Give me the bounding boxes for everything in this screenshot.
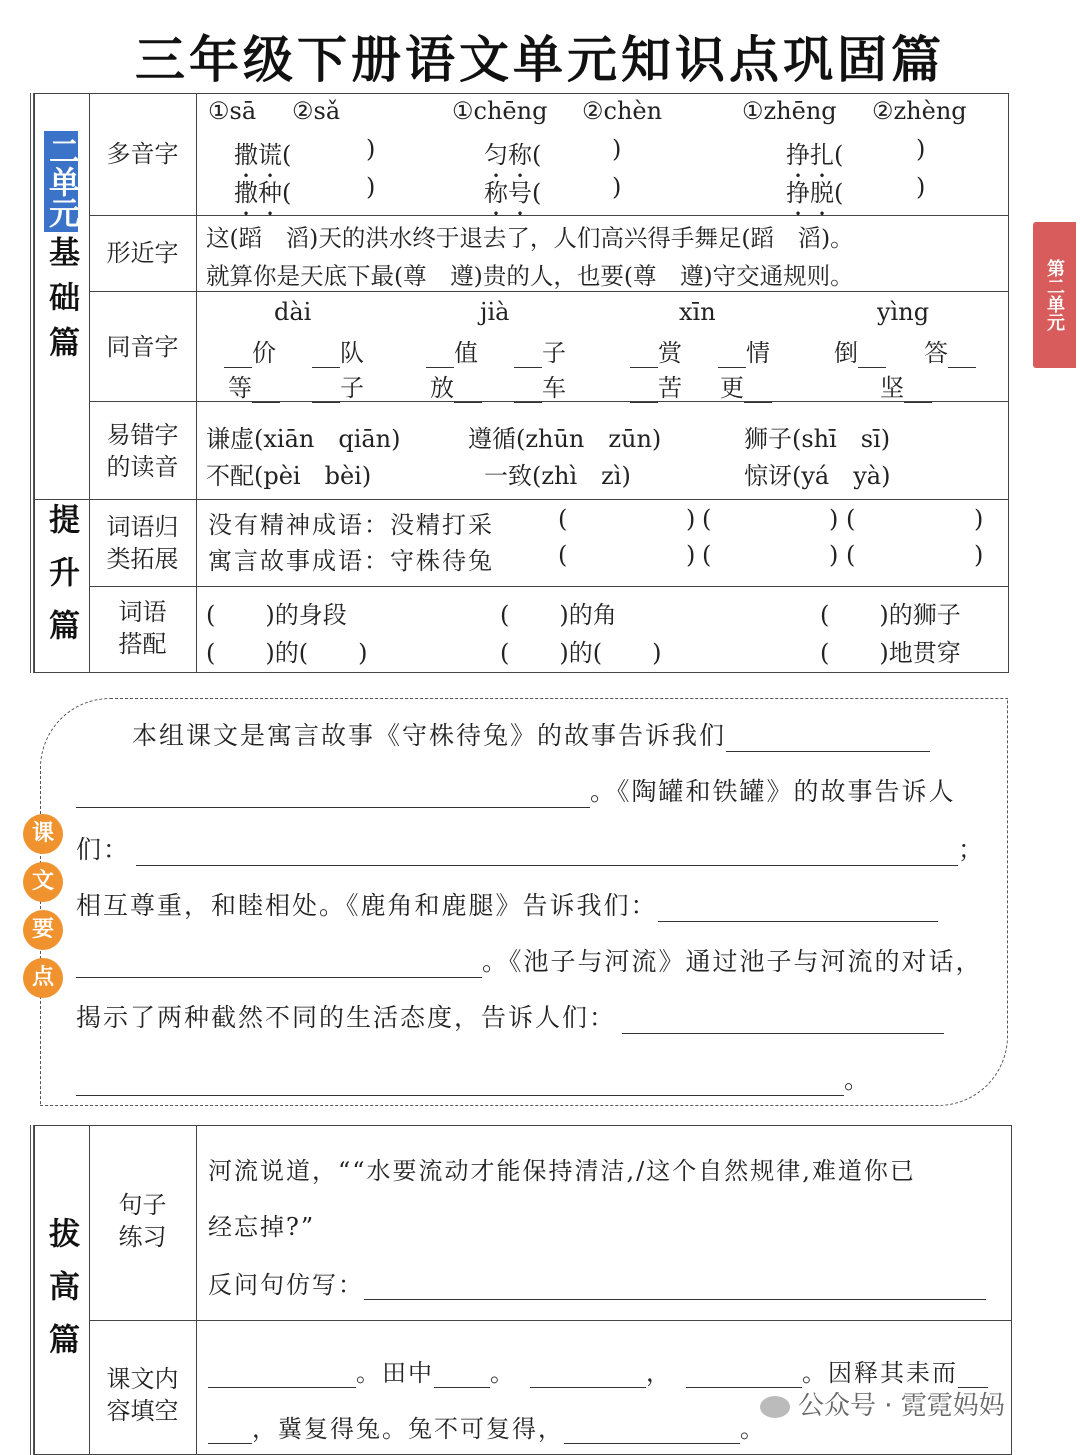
sentence-line: 反问句仿写：: [208, 1265, 986, 1300]
unit-side-tab: 第二单元: [1033, 222, 1076, 368]
paren-close: ): [974, 541, 984, 569]
paren-close: ): [686, 505, 696, 533]
homophone-item: 等: [228, 368, 280, 403]
paren-close: ): [686, 541, 696, 569]
homophone-item: 苦: [630, 368, 682, 403]
polyphone-word: 挣扎(: [786, 141, 844, 169]
homophone-item: 答: [924, 333, 976, 368]
key-line: 们： ；: [76, 835, 986, 864]
paren-close: ): [829, 505, 839, 533]
similar-line: 就算你是天底下最(尊 遵)贵的人，也要(尊 遵)守交通规则。: [206, 262, 854, 290]
classify-line: 没有精神成语：没精打采: [208, 511, 494, 539]
polyphone-word: 挣脱(: [786, 179, 844, 207]
section-improve: [36, 503, 86, 670]
paren-open: (: [558, 505, 568, 533]
fill-label: 课文内 容填空: [106, 1365, 179, 1425]
section-advanced-label: 拔高篇: [43, 1217, 79, 1376]
homophone-item: 子: [312, 368, 364, 403]
watermark: 公众号 · 霓霓妈妈: [760, 1385, 1005, 1422]
collocation-item: ( )的身段: [206, 601, 347, 629]
badge-char: 要: [23, 910, 63, 950]
polyphone-reading: ②chèn: [582, 97, 663, 125]
polyphone-word: 撒谎(: [234, 141, 292, 169]
fill-line: 。田中 。 ， 。因释其耒而: [208, 1353, 988, 1388]
collocation-item: ( )的( ): [206, 639, 368, 667]
badge-char: 点: [23, 958, 63, 998]
paren-open: (: [846, 505, 856, 533]
collocation-item: ( )的角: [500, 601, 617, 629]
polyphone-word: 匀称(: [484, 141, 542, 169]
homophone-item: 值: [426, 333, 478, 368]
misread-item: 不配(pèi bèi): [206, 462, 372, 490]
key-line: 揭示了两种截然不同的生活态度，告诉人们：: [76, 998, 944, 1034]
key-line: 。: [76, 1060, 871, 1096]
collocation-label: 词语 搭配: [118, 598, 167, 658]
homophone-item: 放: [430, 368, 482, 403]
unit-highlight: 二单元: [44, 131, 78, 232]
collocation-item: ( )的狮子: [820, 601, 961, 629]
misread-item: 惊讶(yá yà): [744, 462, 891, 490]
polyphone-close: ): [366, 173, 376, 201]
homophone-pinyin: xīn: [679, 298, 716, 326]
homophone-item: 价: [224, 333, 276, 368]
misread-item: 谦虚(xiān qiān): [206, 425, 401, 453]
polyphone-reading: ②sǎ: [292, 97, 341, 125]
collocation-item: ( )的( ): [500, 639, 662, 667]
polyphone-reading: ①chēng: [452, 97, 548, 125]
section-improve-label: 提升篇: [43, 503, 79, 662]
misread-item: 狮子(shī sī): [744, 425, 891, 453]
homophone-item: 车: [514, 368, 566, 403]
key-line: 。《陶罐和铁罐》的故事告诉人: [76, 772, 956, 808]
homophone-pinyin: dài: [274, 298, 312, 326]
key-line: 。《池子与河流》通过池子与河流的对话，: [76, 942, 983, 978]
misread-label: 易错字 的读音: [106, 421, 179, 481]
polyphone-close: ): [612, 135, 622, 163]
homophone-item: 情: [718, 333, 770, 368]
collocation-item: ( )地贯穿: [820, 639, 961, 667]
key-line: 相互尊重，和睦相处。《鹿角和鹿腿》告诉我们：: [76, 886, 938, 922]
basics-table: [30, 93, 1009, 673]
page-title: 三年级下册语文单元知识点巩固篇: [135, 31, 945, 89]
misread-item: 一致(zhì zì): [484, 462, 631, 490]
paren-open: (: [846, 541, 856, 569]
badge-char: 文: [23, 862, 63, 902]
section-basics: [36, 131, 86, 379]
homophone-item: 更: [720, 368, 772, 403]
polyphone-word: 撒种(: [234, 179, 292, 207]
homophone-pinyin: yìng: [877, 298, 930, 326]
paren-open: (: [702, 541, 712, 569]
homophone-item: 队: [312, 333, 364, 368]
homophone-item: 子: [514, 333, 566, 368]
misread-item: 遵循(zhūn zūn): [468, 425, 662, 453]
badge-char: 课: [23, 814, 63, 854]
similar-line: 这(蹈 滔)天的洪水终于退去了，人们高兴得手舞足(蹈 滔)。: [206, 224, 854, 252]
wechat-icon: [760, 1396, 790, 1418]
polyphone-reading: ②zhèng: [872, 97, 967, 125]
paren-open: (: [558, 541, 568, 569]
paren-close: ): [974, 505, 984, 533]
sentence-line: 河流说道，““水要流动才能保持清洁,/这个自然规律,难道你已: [208, 1157, 916, 1185]
paren-open: (: [702, 505, 712, 533]
polyphone-close: ): [916, 135, 926, 163]
classify-line: 寓言故事成语：守株待兔: [208, 547, 494, 575]
similar-label: 形近字: [106, 239, 179, 267]
paren-close: ): [829, 541, 839, 569]
section-basics-label: 基础篇: [43, 236, 79, 371]
polyphone-reading: ①sā: [208, 97, 257, 125]
fill-line: ，冀复得兔。兔不可复得， 。: [208, 1409, 766, 1444]
polyphone-close: ): [366, 135, 376, 163]
section-advanced: [36, 1217, 86, 1384]
key-line: 本组课文是寓言故事《守株待兔》的故事告诉我们: [132, 716, 930, 752]
sentence-label: 句子 练习: [118, 1191, 167, 1251]
homophone-item: 倒: [834, 333, 886, 368]
homophone-label: 同音字: [106, 333, 179, 361]
sentence-line: 经忘掉?”: [208, 1213, 316, 1241]
homophone-item: 赏: [630, 333, 682, 368]
classify-label: 词语归 类拓展: [106, 513, 179, 573]
polyphone-word: 称号(: [484, 179, 542, 207]
polyphone-close: ): [612, 173, 622, 201]
polyphone-close: ): [916, 173, 926, 201]
polyphone-label: 多音字: [106, 140, 179, 168]
polyphone-reading: ①zhēng: [742, 97, 837, 125]
homophone-item: 坚: [880, 368, 932, 403]
homophone-pinyin: jià: [480, 298, 510, 326]
